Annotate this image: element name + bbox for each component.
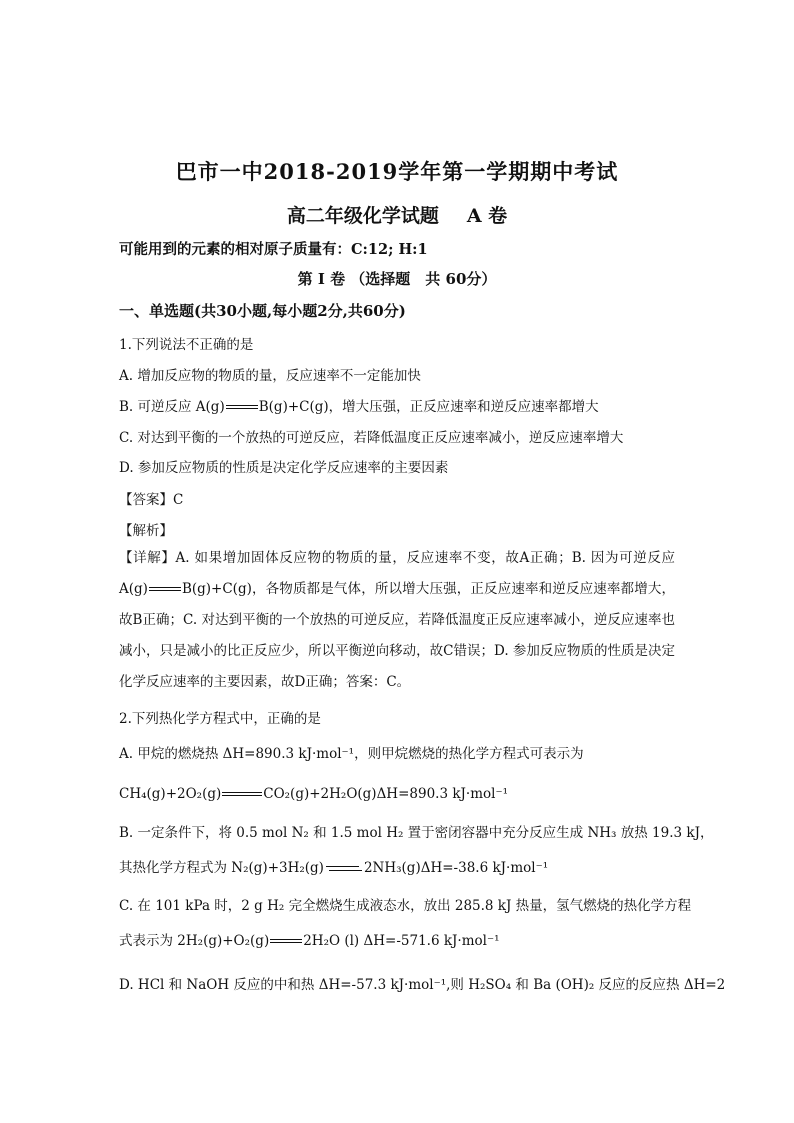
- equals-arrow-icon: [222, 792, 262, 798]
- q2-option-a-equation: [119, 786, 508, 802]
- q1-detail: [119, 543, 675, 698]
- q2-option-a: A. 甲烷的燃烧热 ΔH=890.3 kJ·mol⁻¹，则甲烷燃烧的热化学方程式可表示为: [119, 746, 584, 762]
- q2-option-c-line1: C. 在 101 kPa 时，2 g H₂ 完全燃烧生成液态水，放出 285.8 kJ 热量，氢气燃烧的热化学方程: [119, 898, 692, 914]
- atomic-mass-note: 可能用到的元素的相对原子质量有：C:12; H:1: [119, 241, 428, 258]
- q2-c-eq-left: 式表示为 2H₂(g)+O₂(g): [119, 933, 270, 949]
- exam-subtitle: [0, 201, 794, 228]
- q2-option-d: D. HCl 和 NaOH 反应的中和热 ΔH=-57.3 kJ·mol⁻¹,则 H₂SO₄ 和 Ba (OH)₂ 反应的反应热 ΔH=2: [119, 977, 726, 993]
- q2-option-c-line2: [119, 929, 500, 949]
- q1-option-b: [119, 395, 599, 415]
- equals-arrow-icon: [149, 587, 181, 593]
- q1-option-b-right: B(g)+C(g)，增大压强，正反应速率和逆反应速率都增大: [258, 399, 599, 415]
- q1-answer: 【答案】C: [119, 492, 184, 508]
- equals-arrow-icon: [270, 939, 302, 945]
- q2-a-eq-left: CH₄(g)+2O₂(g): [119, 786, 222, 802]
- q2-b-eq-right: 2NH₃(g)ΔH=-38.6 kJ·mol⁻¹: [363, 860, 549, 876]
- reversible-arrow-icon: [326, 865, 362, 873]
- subtitle-grade: 高二年级化学试题: [286, 205, 439, 227]
- q1-stem: 1.下列说法不正确的是: [119, 337, 254, 353]
- q2-stem: 2.下列热化学方程式中，正确的是: [119, 711, 321, 727]
- subtitle-paper-version: A 卷: [466, 205, 508, 227]
- q1-option-b-left: B. 可逆反应 A(g): [119, 399, 225, 415]
- q2-option-b-line2: [119, 856, 548, 876]
- exam-title: 巴市一中2018-2019学年第一学期期中考试: [175, 159, 619, 184]
- q1-detail-part2: B(g)+C(g)，各物质都是气体，所以增大压强，正反应速率和逆反应速率都增大，故B正确；C. 对达到平衡的一个放热的可逆反应，若降低温度正反应速率减小，逆反应速率也减小，只是减小的比正反应少，所以平衡逆向移动，故C错误；D. 参加反应物质的性质是决定化学反应速率的主要因素，故D正确；答案：C。: [119, 581, 675, 690]
- section-title: 第 I 卷 （选择题 共 60分）: [297, 270, 497, 288]
- equals-arrow-icon: [226, 405, 258, 411]
- q2-c-eq-right: 2H₂O (l) ΔH=-571.6 kJ·mol⁻¹: [303, 933, 500, 949]
- q1-analysis-label: 【解析】: [119, 523, 173, 539]
- q1-option-d: D. 参加反应物质的性质是决定化学反应速率的主要因素: [119, 460, 449, 476]
- q2-option-b-line1: B. 一定条件下，将 0.5 mol N₂ 和 1.5 mol H₂ 置于密闭容器中充分反应生成 NH₃ 放热 19.3 kJ，: [119, 825, 714, 841]
- q2-a-eq-right: CO₂(g)+2H₂O(g)ΔH=890.3 kJ·mol⁻¹: [263, 786, 509, 802]
- q1-detail-part1: 【详解】A. 如果增加固体反应物的物质的量，反应速率不变，故A正确；B. 因为可逆反应 A(g): [119, 550, 675, 597]
- q1-option-c: C. 对达到平衡的一个放热的可逆反应，若降低温度正反应速率减小，逆反应速率增大: [119, 430, 624, 446]
- part-title: 一、单选题(共30小题,每小题2分,共60分): [119, 302, 406, 320]
- q1-option-a: A. 增加反应物的物质的量，反应速率不一定能加快: [119, 368, 421, 384]
- q2-b-eq-left: 其热化学方程式为 N₂(g)+3H₂(g): [119, 860, 324, 876]
